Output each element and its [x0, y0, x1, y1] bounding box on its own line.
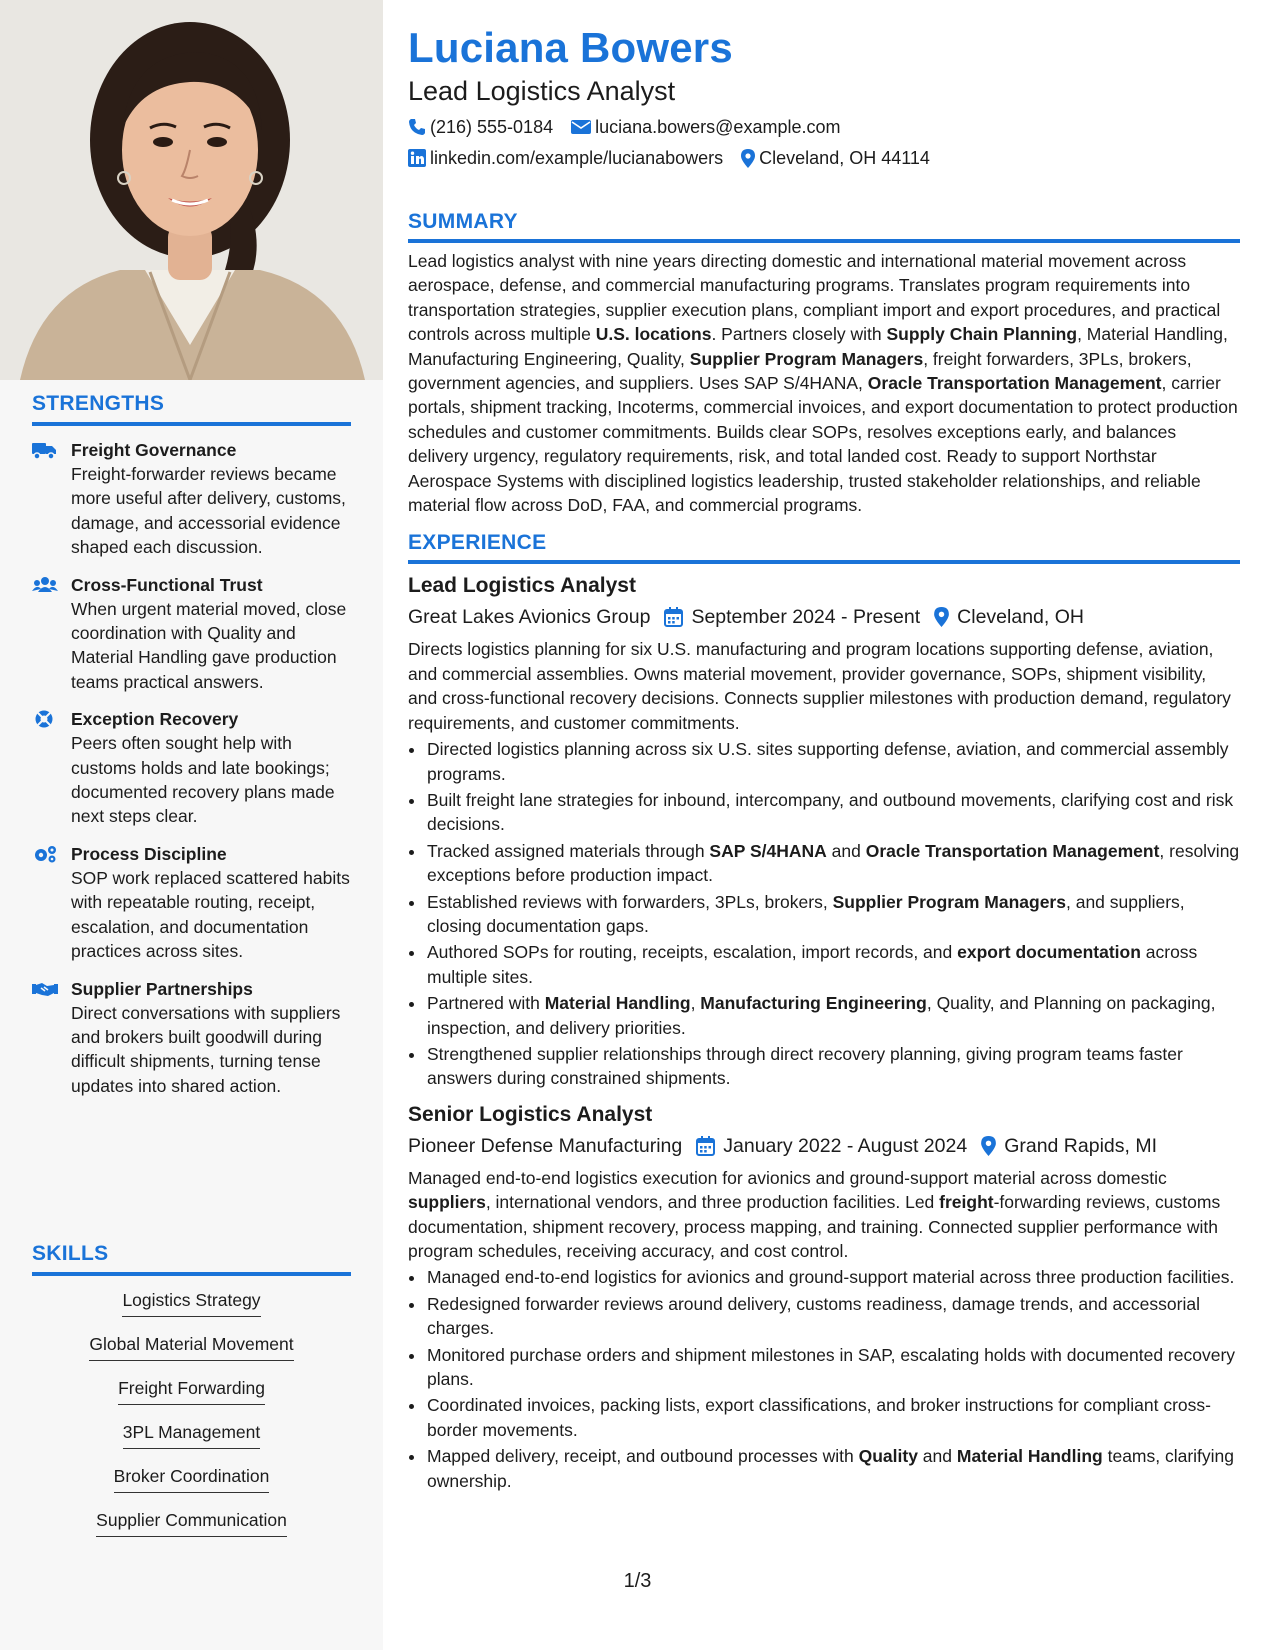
bullet-text: Redesigned forwarder reviews around delivery, customs readiness, damage trends, and accessorial charges.: [427, 1293, 1200, 1339]
bullet-text: Mapped delivery, receipt, and outbound processes with: [427, 1446, 859, 1467]
experience-heading: EXPERIENCE: [408, 531, 1240, 564]
gears-icon: [32, 844, 58, 864]
company-name: Great Lakes Avionics Group: [408, 606, 651, 629]
skill-item: 3PL Management: [123, 1420, 261, 1449]
summary-part: , Material Handling, Manufacturing Engineering, Quality,: [408, 324, 1228, 369]
contact-row-2: [408, 146, 1240, 170]
summary-part: , freight forwarders, 3PLs, brokers, government agencies, and suppliers. Uses SAP S/4HANA,: [408, 348, 1192, 394]
candidate-role: Lead Logistics Analyst: [408, 76, 676, 106]
summary-part: Directs logistics planning for six U.S. manufacturing and program locations supporting defense, aviation, and commercial assemblies. Owns material movement, provider governance, SOPs, shipment visibility, and cross-functional recovery decisions. Connects supplier milestones with production demand, regulatory requirements, and customer commitments.: [408, 639, 1231, 733]
strength-description: SOP work replaced scattered habits with repeatable routing, receipt, escalation, and documentation practices across sites.: [71, 867, 350, 962]
summary-text: [408, 249, 1240, 517]
job-bullets: [408, 737, 1240, 1091]
bullet-text: and: [826, 840, 866, 861]
bullet-item: [426, 788, 1240, 837]
phone-contact: [408, 115, 553, 139]
strength-title: Exception Recovery: [71, 709, 239, 730]
phone-text: (216) 555-0184: [430, 117, 554, 137]
skill-item: Broker Coordination: [114, 1464, 270, 1493]
bullet-item: [426, 1265, 1240, 1289]
job-entry: [408, 1101, 1240, 1493]
bullet-text: , resolving exceptions before production impact.: [427, 840, 1240, 886]
bullet-text: teams, clarifying ownership.: [427, 1446, 1235, 1491]
page-indicator: 1/3: [623, 1570, 652, 1592]
bullet-text: Coordinated invoices, packing lists, export classifications, and broker instructions for compliant cross-border movements.: [427, 1395, 1211, 1440]
bullet-item: [426, 890, 1240, 939]
bullet-text: Tracked assigned materials through: [427, 840, 710, 861]
summary-heading: SUMMARY: [408, 210, 1240, 243]
location-text: Grand Rapids, MI: [1004, 1134, 1157, 1157]
bullet-text: across multiple sites.: [427, 942, 1198, 987]
strength-item: [32, 573, 351, 695]
bullet-item: [426, 940, 1240, 989]
envelope-icon: [571, 119, 591, 135]
bullet-bold: export documentation: [957, 942, 1141, 963]
summary-bold: freight: [939, 1192, 994, 1213]
job-location: [981, 1132, 1157, 1160]
strength-description: When urgent material moved, close coordination with Quality and Material Handling gave production teams practical answers.: [71, 598, 347, 692]
bullet-bold: Supplier Program Managers: [832, 891, 1066, 912]
bullet-item: [426, 1393, 1240, 1442]
dates-text: September 2024 - Present: [691, 606, 921, 629]
bullet-text: Established reviews with forwarders, 3PLs, brokers,: [427, 891, 833, 912]
job-meta: [408, 1132, 1240, 1160]
job-meta: [408, 603, 1240, 631]
summary-part: Managed end-to-end logistics execution for avionics and ground-support material across domestic: [408, 1167, 1167, 1188]
strengths-heading: STRENGTHS: [32, 392, 351, 426]
email-contact[interactable]: [571, 115, 840, 139]
calendar-icon: [664, 607, 683, 627]
summary-bold: Supply Chain Planning: [886, 324, 1078, 345]
skills-section: [32, 1242, 351, 1552]
summary-bold: suppliers: [408, 1192, 486, 1213]
bullet-item: [426, 1292, 1240, 1341]
location-contact: [741, 146, 930, 170]
bullet-text: Managed end-to-end logistics for avionics and ground-support material across three production facilities.: [427, 1267, 1235, 1288]
strength-item: [32, 977, 351, 1099]
sidebar: [0, 0, 383, 1650]
truck-icon: [32, 440, 58, 460]
summary-bold: U.S. locations: [595, 324, 712, 345]
bullet-item: [426, 1343, 1240, 1392]
skills-list: [32, 1288, 351, 1552]
bullet-text: Built freight lane strategies for inbound, intercompany, and outbound movements, clarifying cost and risk decisions.: [427, 789, 1234, 835]
summary-bold: Supplier Program Managers: [689, 348, 924, 369]
strengths-section: [32, 392, 351, 1098]
handshake-icon: [32, 979, 58, 999]
strength-description: Peers often sought help with customs holds and late bookings; documented recovery plans made next steps clear.: [71, 733, 335, 827]
linkedin-link[interactable]: linkedin.com/example/lucianabowers: [430, 148, 724, 168]
skill-item: Logistics Strategy: [122, 1288, 260, 1317]
portrait-illustration: [0, 0, 383, 380]
bullet-item: [426, 737, 1240, 786]
bullet-bold: Material Handling: [956, 1446, 1103, 1467]
profile-photo: [0, 0, 383, 380]
candidate-name: Luciana Bowers: [408, 24, 733, 71]
bullet-item: [426, 1444, 1240, 1493]
bullet-text: , Quality, and Planning on packaging, inspection, and delivery priorities.: [427, 993, 1216, 1038]
bullet-text: , and suppliers, closing documentation gaps.: [427, 891, 1185, 936]
skill-item: Freight Forwarding: [118, 1376, 265, 1405]
bullet-bold: Oracle Transportation Management: [865, 840, 1160, 861]
bullet-text: Directed logistics planning across six U.S. sites supporting defense, aviation, and commercial assembly programs.: [427, 739, 1229, 784]
summary-section: [408, 210, 1240, 517]
strength-item: [32, 842, 351, 964]
bullet-item: [426, 991, 1240, 1040]
strength-item: [32, 438, 351, 560]
users-icon: [32, 575, 58, 595]
job-title: Lead Logistics Analyst: [408, 574, 636, 598]
job-entry: [408, 572, 1240, 1090]
bullet-bold: SAP S/4HANA: [709, 840, 827, 861]
dates-text: January 2022 - August 2024: [723, 1134, 968, 1157]
bullet-text: ,: [690, 993, 701, 1014]
job-location: [934, 603, 1084, 631]
skill-item: Global Material Movement: [89, 1332, 293, 1361]
job-summary: [408, 637, 1240, 735]
strength-title: Supplier Partnerships: [71, 978, 253, 999]
summary-bold: Oracle Transportation Management: [867, 373, 1162, 394]
main-content: [408, 22, 1240, 1495]
strength-title: Freight Governance: [71, 440, 237, 460]
job-title: Senior Logistics Analyst: [408, 1102, 653, 1126]
bullet-bold: Material Handling: [544, 993, 691, 1014]
company-name: Pioneer Defense Manufacturing: [408, 1134, 683, 1157]
life-ring-icon: [32, 709, 58, 729]
phone-icon: [408, 118, 426, 136]
location-text: Cleveland, OH 44114: [759, 148, 930, 168]
summary-part: . Partners closely with: [711, 324, 887, 345]
job-bullets: [408, 1265, 1240, 1493]
strength-description: Direct conversations with suppliers and brokers built goodwill during difficult shipments, turning tense updates into shared action.: [71, 1002, 341, 1096]
bullet-text: Strengthened supplier relationships through direct recovery planning, giving program teams faster answers during constrained shipments.: [427, 1043, 1183, 1089]
bullet-text: Monitored purchase orders and shipment milestones in SAP, escalating holds with documented recovery plans.: [427, 1344, 1236, 1390]
map-pin-icon: [981, 1136, 996, 1156]
bullet-bold: Manufacturing Engineering: [700, 993, 927, 1014]
summary-part: , carrier portals, shipment tracking, Incoterms, commercial invoices, and export documentation to protect production schedules and customer commitments. Builds clear SOPs, resolves exceptions early, and balances delivery urgency, regulatory requirements, risk, and total landed cost. Ready to support Northstar Aerospace Systems with disciplined logistics leadership, trusted stakeholder relationships, and reliable material flow across DoD, FAA, and commercial programs.: [408, 373, 1238, 516]
summary-part: , international vendors, and three production facilities. Led: [485, 1192, 940, 1213]
skills-heading: SKILLS: [32, 1242, 351, 1276]
bullet-item: [426, 839, 1240, 888]
skill-item: Supplier Communication: [96, 1508, 287, 1537]
calendar-icon: [696, 1136, 715, 1156]
bullet-text: Partnered with: [427, 993, 545, 1014]
linkedin-icon: [408, 149, 426, 167]
map-pin-icon: [934, 607, 949, 627]
bullet-item: [426, 1042, 1240, 1091]
job-dates: [664, 603, 920, 631]
strength-item: [32, 707, 351, 829]
experience-section: [408, 531, 1240, 1493]
strength-title: Process Discipline: [71, 843, 227, 864]
job-summary: [408, 1166, 1240, 1264]
contact-row-1: [408, 115, 1240, 139]
strength-description: Freight-forwarder reviews became more useful after delivery, customs, damage, and accessorial evidence shaped each discussion.: [71, 464, 346, 558]
bullet-text: Authored SOPs for routing, receipts, escalation, import records, and: [427, 942, 958, 963]
job-dates: [696, 1132, 967, 1160]
bullet-bold: Quality: [858, 1446, 918, 1467]
linkedin-contact[interactable]: [408, 146, 723, 170]
strength-title: Cross-Functional Trust: [71, 574, 263, 595]
summary-part: Lead logistics analyst with nine years directing domestic and international material movement across aerospace, defense, and commercial manufacturing programs. Translates program requirements into transportation strategies, supplier execution plans, compliant import and export procedures, and practical controls across multiple: [408, 251, 1221, 345]
email-link[interactable]: luciana.bowers@example.com: [595, 117, 841, 137]
map-pin-icon: [741, 149, 755, 168]
bullet-text: and: [917, 1446, 957, 1467]
summary-part: -forwarding reviews, customs documentation, shipment recovery, process mapping, and training. Connected supplier performance with program schedules, receiving accuracy, and cost control.: [408, 1192, 1221, 1261]
location-text: Cleveland, OH: [957, 606, 1084, 629]
